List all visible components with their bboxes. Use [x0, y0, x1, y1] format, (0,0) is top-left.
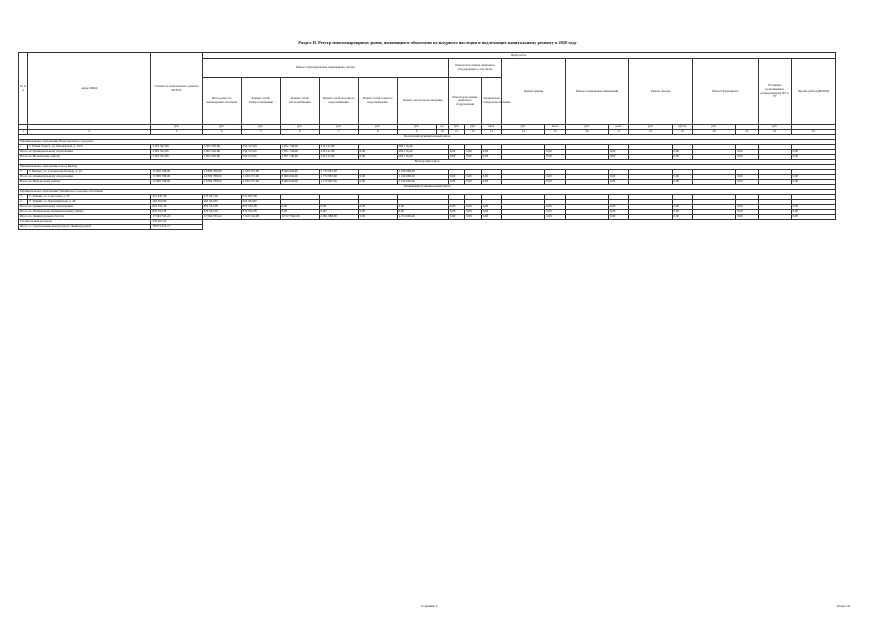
- header-basement: Ремонт подвальных помещений: [565, 59, 629, 125]
- section-heading: Волховский муниципальный район: [19, 135, 836, 140]
- unit-cell: ед.: [436, 125, 448, 130]
- col-number: 12: [465, 130, 481, 135]
- table-row: 4 Г. Тихвин, ул. Чернышевская, д. 48 264 504,80 264 504,80 264 504,80: [19, 200, 836, 205]
- col-number: 3: [151, 130, 202, 135]
- header-cost: Стоимость капитального ремонта ВСЕГО: [151, 53, 202, 125]
- header-sub-elev-repair: Ремонт или замена лифтового оборудования: [448, 78, 481, 125]
- table-row: Итого со строительным контролем по Ленинградской 18 073 431,17: [19, 225, 836, 230]
- col-number: 2: [28, 130, 151, 135]
- unit-cell: кв.м.: [481, 125, 502, 130]
- unit-cell: руб.: [241, 125, 280, 130]
- col-number: 10: [436, 130, 448, 135]
- unit-cell: руб.: [280, 125, 319, 130]
- header-works: Виды работ: [202, 53, 835, 59]
- col-number: 19: [672, 130, 693, 135]
- page-number: Страница 2: [421, 604, 438, 608]
- table-row: Итого по Выборгскому району 13 809 788,00 13 809 788,00 2 180 257,00 8 666 094,00 1 772 867,00 0,00 1 190 690,00 0,00 0,00 0,00 0,00 0,00 0,00 0,00 0,00: [19, 180, 836, 185]
- page-title: Раздел II. Реестр многоквартирных домов, являющихся объектами культурного наследия и подлежащих капитальному ремонту в 2020 году: [298, 40, 577, 45]
- unit-cell: руб.: [465, 125, 481, 130]
- unit-cell: куб.м.: [672, 125, 693, 130]
- table-row: 3 Г. Тихвин, ул. Советская, д. 23 315 047,38 315 047,38 315 047,38: [19, 195, 836, 200]
- table-row: 1 Г. Новая Ладога, ул. Пионерская, д. 10/А 3 005 502,86 3 005 502,86 550 515,60 1 851 749,06 319 121,80 284 116,40: [19, 145, 836, 150]
- unit-cell: руб.: [358, 125, 397, 130]
- header-sub-coldwater: Ремонт сетей холодного водоснабжения: [319, 78, 358, 125]
- header-sub-hotwater: Ремонт сетей горячего водоснабжения: [358, 78, 397, 125]
- table-row: Итого по муниципальному образованию 13 809 788,00 13 809 788,00 2 180 257,00 8 666 094,00 1 772 867,00 0,00 1 190 690,00 0,00 0,00 0,00 0,00 0,00 0,00 0,00 0,00: [19, 175, 836, 180]
- unit-cell: руб.: [202, 125, 241, 130]
- col-number: 14: [502, 130, 545, 135]
- header-sub-total: Всего работ по инженерным системам: [202, 78, 241, 125]
- unit-cell: руб.: [565, 125, 608, 130]
- col-number: 11: [448, 130, 464, 135]
- unit-cell: руб.: [693, 125, 736, 130]
- header-sub-sewer: Ремонт систем водоотведения: [397, 78, 448, 125]
- col-number: 13: [481, 130, 502, 135]
- header-address: Адрес МКД: [28, 53, 151, 125]
- table-row: Строительный контроль 378 667,93: [19, 220, 836, 225]
- col-number: 5: [241, 130, 280, 135]
- header-num: № п/п: [19, 53, 28, 125]
- table-row: Итого по муниципальному образованию 3 005 502,86 3 005 502,86 550 515,60 1 851 749,06 319 121,80 0,00 284 116,40 0,00 0,00 0,00 0,00 0,00 0,00 0,00 0,00: [19, 150, 836, 155]
- unit-cell: руб.: [151, 125, 202, 130]
- table-row: Итого по Тихвинскому муниципальному району 879 552,38 879 552,38 879 552,38 0,00 0,00 0,00 0,00 0,00 0,00 0,00 0,00 0,00 0,00 0,00 0,00: [19, 210, 836, 215]
- header-other: Прочие работы(ФОНД): [791, 59, 835, 125]
- header-sub-elev-tech: Техническое освидетельствование: [481, 78, 502, 125]
- unit-cell: руб.: [448, 125, 464, 130]
- header-sub-heat: Ремонт сетей теплоснабжения: [280, 78, 319, 125]
- col-number: 8: [358, 130, 397, 135]
- col-number: 23: [791, 130, 835, 135]
- municipality-heading: Муниципальное образование Новоладожское городское: [19, 140, 836, 145]
- unit-cell: кв.м.: [608, 125, 629, 130]
- col-number: 15: [545, 130, 566, 135]
- table-row: Итого по Волховскому району 3 005 502,86 3 005 502,86 550 515,60 1 851 749,06 319 121,80 0,00 284 116,40 0,00 0,00 0,00 0,00 0,00 0,00 0,00 0,00: [19, 155, 836, 160]
- header-meters: Установка коллективных (общедомовых) ПУ и УУ: [758, 59, 791, 125]
- unit-cell: руб.: [502, 125, 545, 130]
- col-number: 22: [758, 130, 791, 135]
- header-elevator: Ремонт или замена лифтового оборудования, в том числе: [448, 59, 501, 78]
- header-sub-electric: Ремонт сетей электроснабжения: [241, 78, 280, 125]
- col-number: 9: [397, 130, 436, 135]
- unit-cell: руб.: [629, 125, 672, 130]
- header-facade: Ремонт фасада: [629, 59, 693, 125]
- col-number: 21: [736, 130, 759, 135]
- unit-cell: руб.: [758, 125, 791, 130]
- header-internal: Ремонт внутридомовых инженерных систем: [202, 59, 448, 78]
- municipality-heading: Муниципальное образование Тихвинское городское поселение: [19, 190, 836, 195]
- unit-cell: руб.: [397, 125, 436, 130]
- header-foundation: Ремонт фундамента: [693, 59, 759, 125]
- col-number: 17: [608, 130, 629, 135]
- section-label: Раздел II: [837, 604, 850, 608]
- col-number: 1: [19, 130, 28, 135]
- table-row: Итого по муниципальному образованию 879 552,38 879 552,38 879 552,38 0,00 0,00 0,00 0,00 0,00 0,00 0,00 0,00 0,00 0,00 0,00 0,00: [19, 205, 836, 210]
- section-heading: Выборгский район: [19, 160, 836, 165]
- unit-cell: кв.м.: [545, 125, 566, 130]
- unit-cell: руб.: [319, 125, 358, 130]
- municipality-heading: Муниципальное образование Город Выборг: [19, 165, 836, 170]
- col-number: 18: [629, 130, 672, 135]
- registry-table: [18, 52, 836, 230]
- col-number: 20: [693, 130, 736, 135]
- table-row: Итого по Ленинградской области 17 694 763,24 17 694 763,24 3 610 324,98 10 517 843,06 2 091 988,80 0,00 1 474 606,40 0,00 0,00 0,00 0,00 0,00 0,00 0,00 0,00: [19, 215, 836, 220]
- header-roof: Ремонт крыши: [502, 59, 566, 125]
- col-number: 6: [280, 130, 319, 135]
- col-number: 7: [319, 130, 358, 135]
- section-heading: Тихвинский муниципальный район: [19, 185, 836, 190]
- col-number: 16: [565, 130, 608, 135]
- col-number: 4: [202, 130, 241, 135]
- table-row: 3 Г. Выборг, ул. Строителей Балфор, д. 10 13 809 788,00 13 809 788,00 2 180 257,00 8 666 094,00 1 772 867,00 1 190 690,00: [19, 170, 836, 175]
